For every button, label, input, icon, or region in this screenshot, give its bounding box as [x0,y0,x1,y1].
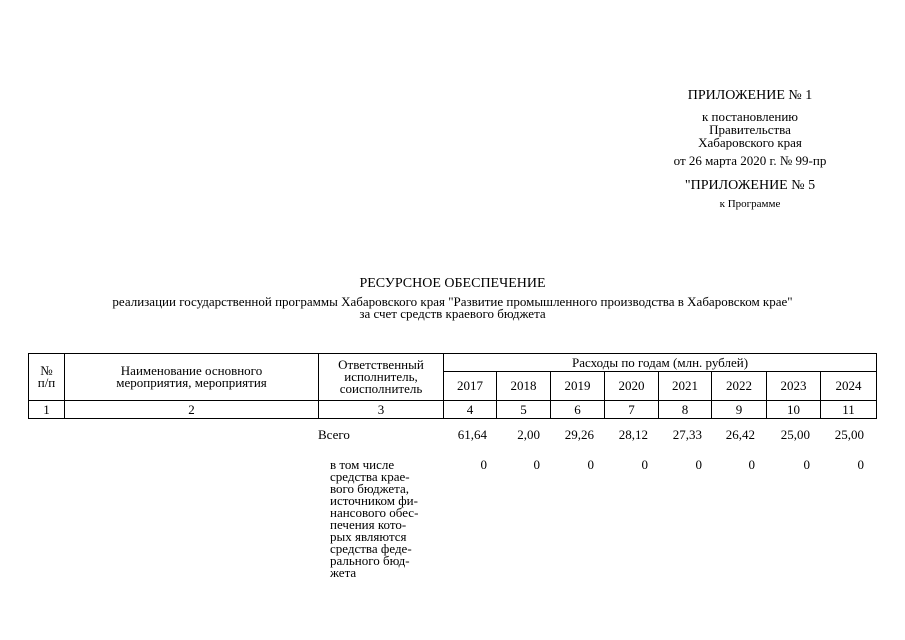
column-number: 5 [497,401,551,419]
column-number: 9 [712,401,767,419]
row-value: 0 [480,457,487,472]
header-year: 2020 [605,372,659,401]
column-number: 3 [319,401,444,419]
column-number: 7 [605,401,659,419]
row-value: 0 [587,457,594,472]
row-value: 26,42 [725,427,755,442]
column-number: 10 [767,401,821,419]
header-year: 2023 [767,372,821,401]
header-year: 2021 [659,372,712,401]
row-value: 25,00 [780,427,810,442]
column-number: 6 [551,401,605,419]
document-subtitle: реализации государственной программы Хабаровского края "Развитие промышленного производства в Хабаровском крае" за счет средств краевого бюджета [112,294,793,321]
appendix-title: ПРИЛОЖЕНИЕ № 1 [687,88,813,103]
column-number: 11 [821,401,877,419]
row-label: Всего [318,427,350,442]
header-number: № п/п [29,354,65,401]
row-value: 0 [695,457,702,472]
row-label-federal: в том числе средства крае- вого бюджета, источником фи- нансового обес- печения кото- рых являются средства феде- рального бюд- жета [330,457,419,580]
row-value: 28,12 [618,427,648,442]
column-number: 8 [659,401,712,419]
header-year: 2018 [497,372,551,401]
header-expenses: Расходы по годам (млн. рублей) [444,354,877,372]
header-year: 2022 [712,372,767,401]
appendix-date: от 26 марта 2020 г. № 99-пр [673,153,827,168]
column-number: 1 [29,401,65,419]
row-value: 27,33 [672,427,702,442]
header-year: 2019 [551,372,605,401]
header-name: Наименование основного мероприятия, мероприятия [65,354,319,401]
row-value: 0 [748,457,755,472]
row-value: 0 [803,457,810,472]
row-value: 61,64 [457,427,487,442]
row-value: 2,00 [517,427,540,442]
appendix-subtitle: к постановлению Правительства Хабаровского края [698,109,802,150]
appendix-title-2: "ПРИЛОЖЕНИЕ № 5 [684,178,816,193]
document-title: РЕСУРСНОЕ ОБЕСПЕЧЕНИЕ [359,276,546,291]
column-number: 4 [444,401,497,419]
row-value: 25,00 [834,427,864,442]
row-value: 0 [857,457,864,472]
appendix-subtitle-2: к Программе [719,198,781,210]
row-value: 0 [533,457,540,472]
header-executor: Ответственный исполнитель, соисполнитель [319,354,444,401]
row-value: 0 [641,457,648,472]
column-number: 2 [65,401,319,419]
column-number-row [29,401,877,419]
header-year: 2024 [821,372,877,401]
row-value: 29,26 [564,427,594,442]
header-year: 2017 [444,372,497,401]
resource-table [28,353,877,419]
